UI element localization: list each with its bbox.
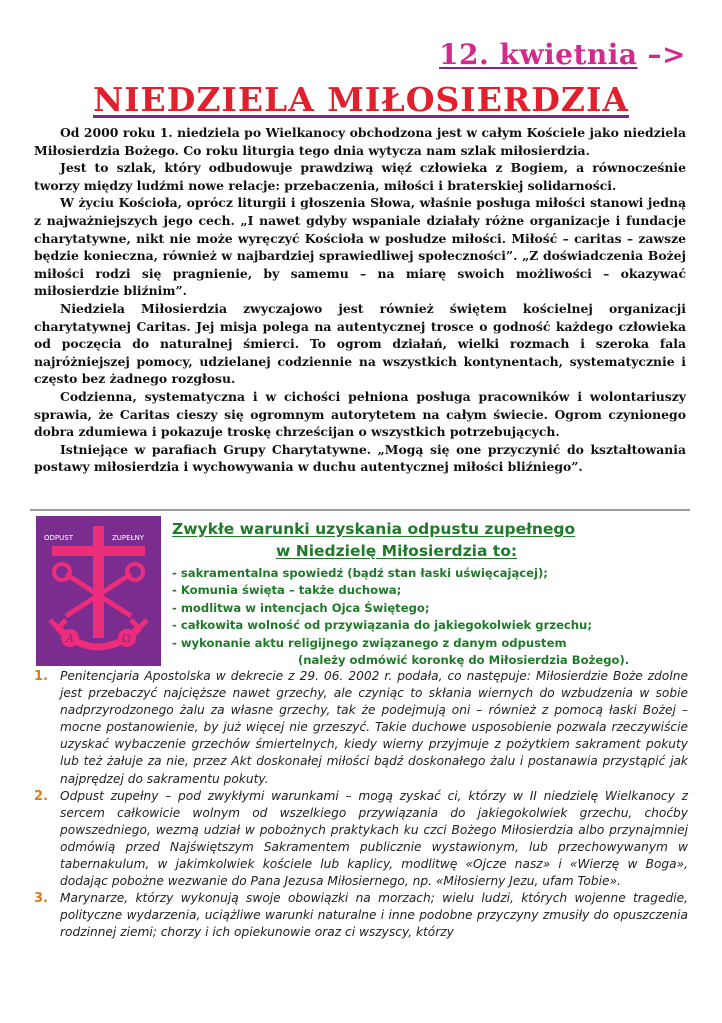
article-paragraph: Jest to szlak, który odbudowuje prawdziwą więź człowieka z Bogiem, a równocześnie tworzy między ludźmi nowe relacje: przebaczenia, miłości i braterskiej solidarności. xyxy=(34,160,686,193)
article-paragraph: Niedziela Miłosierdzia zwyczajowo jest również świętem kościelnej organizacji charytatywnej Caritas. Jej misja polega na autentycznej trosce o godność każdego człowieka od poczęcia do naturalnej śmierci. To ogrom działań, wielki rozmach i szeroka fala najróżniejszej pomocy, udzielanej codziennie na wszystkich kontynentach, systematycznie i często bez żadnego rozgłosu. xyxy=(34,300,686,387)
note-text: Penitencjaria Apostolska w dekrecie z 29. 06. 2002 r. podała, co następuje: Miłosierdzie Boże zdolne jest przebaczyć najcięższe nawet grzechy, ale czyniąc to skłania wiernych do wzbudzenia w sobie nadprzyrodzonego żalu za własne grzechy, tak że podejmują oni – również z pomocą łaski Bożej – mocne postanowienie, by już więcej nie grzeszyć. Takie duchowe usposobienie pozwala rzeczywiście uzyskać wybaczenie grzechów śmiertelnych, kiedy wierny przyjmuje z pożytkiem sakrament pokuty lub też żałuje za nie, przez Akt doskonałej miłości bądź doskonałego żalu i postanawia przystąpić jak najprędzej do sakramentu pokuty. xyxy=(60,669,688,786)
date-heading xyxy=(439,38,686,71)
alpha-letter: A xyxy=(66,632,74,645)
indulgence-title-line1: Zwykłe warunki uzyskania odpustu zupełnego xyxy=(172,520,576,538)
article-paragraph: W życiu Kościoła, oprócz liturgii i głoszenia Słowa, właśnie posługa miłości stanowi jedną z najważniejszych jego cech. „I nawet gdyby wspaniale działały różne organizacje i fundacje charytatywne, nikt nie może wyręczyć Kościoła w posłudze miłości. Miłość – caritas – zawsze będzie konieczna, również w najbardziej sprawiedliwej społeczności”. „Z doświadczenia Bożej miłości rodzi się pragnienie, by samemu – na miarę swoich możliwości – okazywać miłosierdzie bliźnim”. xyxy=(34,195,686,299)
page-title: NIEDZIELA MIŁOSIERDZIA xyxy=(92,80,630,119)
note-text: Odpust zupełny – pod zwykłymi warunkami – mogą zyskać ci, którzy w II niedzielę Wielkanocy z sercem całkowicie wolnym od wszelkiego przywiązania do jakiegokolwiek grzechu, choćby powszedniego, wezmą udział w pobożnych praktykach ku czci Bożego Miłosierdzia albo przynajmniej odmówią przed Najświętszym Sakramentem publicznie wystawionym, lub przechowywanym w tabernakulum, w jakimkolwiek kościele lub kaplicy, modlitwę «Ojcze nasz» i «Wierzę w Boga», dodając pobożne wezwanie do Pana Jezusa Miłosiernego, np. «Miłosierny Jezu, ufam Tobie». xyxy=(60,788,688,889)
condition-item: - wykonanie aktu religijnego związanego z danym odpustem xyxy=(172,635,567,650)
date-text: 12. kwietnia xyxy=(439,38,638,71)
condition-item: - całkowita wolność od przywiązania do jakiegokolwiek grzechu; xyxy=(172,618,592,633)
arrow-icon: –> xyxy=(647,38,686,71)
note-item xyxy=(34,788,688,891)
indulgence-title-line2: w Niedzielę Miłosierdzia to: xyxy=(276,542,518,560)
note-item xyxy=(34,890,688,941)
article-paragraph: Od 2000 roku 1. niedziela po Wielkanocy obchodzona jest w całym Kościele jako niedziela Miłosierdzia Bożego. Co roku liturgia tego dnia wytycza nam szlak miłosierdzia. xyxy=(34,125,686,158)
cross-anchor-icon xyxy=(36,516,161,666)
omega-letter: Ω xyxy=(122,632,132,645)
article-paragraph: Istniejące w parafiach Grupy Charytatywne. „Mogą się one przyczynić do kształtowania postawy miłosierdzia i wychowywania w duchu autentycznej miłości bliźniego”. xyxy=(34,441,686,475)
section-divider xyxy=(30,509,690,511)
emblem-left-text: ODPUST xyxy=(44,534,73,542)
numbered-notes xyxy=(34,668,688,942)
condition-item: - sakramentalna spowiedź (bądź stan łaski uświęcającej); xyxy=(172,566,548,580)
article-paragraph: Codzienna, systematyczna i w cichości pełniona posługa pracowników i wolontariuszy sprawia, że Caritas cieszy się ogromnym autorytetem na całym świecie. Ogrom czynionego dobra zdumiewa i pokazuje troskę chrześcijan o wszystkich potrzebujących. xyxy=(34,388,686,440)
note-text: Marynarze, którzy wykonują swoje obowiązki na morzach; wielu ludzi, których wojenne tragedie, polityczne wydarzenia, uciążliwe warunki naturalne i inne podobne przyczyny zmusiły do opuszczenia rodzinnej ziemi; chorzy i ich opiekunowie oraz ci wszyscy, którzy xyxy=(60,891,688,940)
note-number: 1. xyxy=(34,669,48,684)
note-number: 3. xyxy=(34,891,48,907)
indulgence-emblem xyxy=(36,516,161,666)
condition-item: - modlitwa w intencjach Ojca Świętego; xyxy=(172,600,430,615)
condition-note: (należy odmówić koronkę do Miłosierdzia Bożego). xyxy=(298,653,630,668)
note-item xyxy=(34,668,688,788)
article-body xyxy=(34,124,686,476)
conditions-list xyxy=(172,565,692,669)
emblem-right-text: ZUPEŁNY xyxy=(112,534,145,542)
note-number: 2. xyxy=(34,788,48,804)
condition-item: - Komunia święta – także duchowa; xyxy=(172,583,402,598)
